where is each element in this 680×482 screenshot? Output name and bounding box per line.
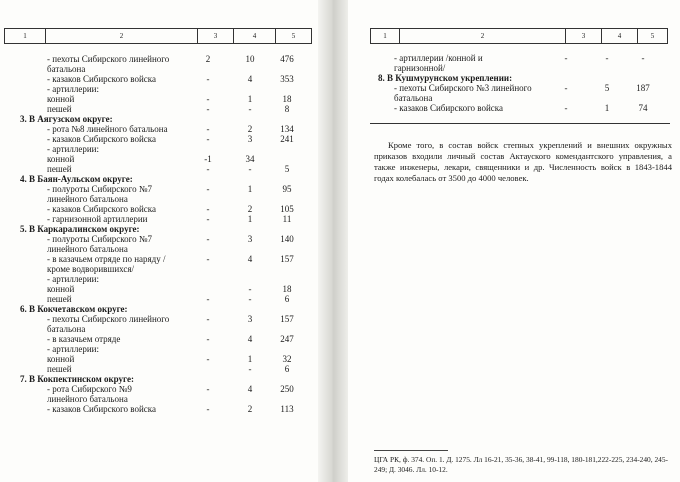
cell-col-4: - [248,284,252,294]
row-label: конной [47,94,75,104]
row-label: - рота Сибирского №9 линейного батальона [47,384,132,404]
section-heading-row [0,374,318,384]
cell-col-3: - [206,184,210,194]
footnote-text: ЦГА РК, ф. 374. Оп. 1. Д. 1275. Лл 16-21, 35-36, 38-41, 99-118, 180-181,222-225, 234-240, 245-249; Д. 3046. Лл. 10-12. [374,455,668,474]
table-row [0,134,318,144]
cell-col-4: 1 [247,94,253,104]
row-label: пешей [47,364,72,374]
cell-col-5: - [641,53,645,63]
row-label: конной [47,154,75,164]
row-label: - казаков Сибирского войска [47,404,157,414]
cell-col-4: 4 [247,254,253,264]
header-col-3: 3 [565,29,601,43]
cell-col-3: - [206,124,210,134]
cell-col-5: 18 [282,284,292,294]
table-row [0,214,318,224]
header-col-1: 1 [23,32,27,40]
cell-col-5: 32 [282,354,292,364]
table-row [350,53,680,73]
row-label: 7. В Кокпектинском округе: [20,374,134,384]
section-heading-row [0,304,318,314]
cell-col-5: 6 [284,364,290,374]
table-row [0,204,318,214]
cell-col-3: - [206,134,210,144]
cell-col-3: - [564,53,568,63]
cell-col-5: 140 [280,234,294,244]
row-label: 3. В Аягузском округе: [20,114,113,124]
cell-col-3: -1 [204,154,212,164]
table-row [0,294,318,304]
cell-col-4: 5 [604,83,610,93]
table-row [0,74,318,84]
cell-col-4: - [248,164,252,174]
row-label: 8. В Кушмурунском укреплении: [378,73,513,83]
cell-col-4: 1 [604,103,610,113]
cell-col-5: 250 [280,384,294,394]
cell-col-5: 157 [280,254,294,264]
table-row [0,54,318,74]
cell-col-3: - [206,334,210,344]
row-label: - казаков Сибирского войска [47,134,157,144]
row-label: пешей [47,164,72,174]
table-row [0,274,318,284]
header-col-5: 5 [275,29,311,43]
table-row [0,364,318,374]
cell-col-5: 187 [636,83,650,93]
row-label: пешей [47,104,72,114]
page-gutter [318,0,348,482]
cell-col-4: 2 [247,204,253,214]
left-page [0,0,318,482]
section-heading-row [0,174,318,184]
cell-col-4: 4 [247,74,253,84]
footnote-rule [374,450,448,451]
row-label: - казаков Сибирского войска [47,204,157,214]
cell-col-4: 3 [247,314,253,324]
cell-col-5: 113 [280,404,294,414]
left-table-header [4,28,312,44]
table-row [0,314,318,334]
cell-col-3: - [206,94,210,104]
cell-col-4: 1 [247,354,253,364]
cell-col-4: 4 [247,384,253,394]
row-label: - рота №8 линейного батальона [47,124,168,134]
cell-col-5: 74 [638,103,648,113]
row-label: пешей [47,294,72,304]
table-row [0,184,318,204]
table-row [0,124,318,134]
table-row [0,384,318,404]
header-col-2: 2 [45,29,197,43]
cell-col-5: 476 [280,54,294,64]
table-row [350,83,680,103]
cell-col-4: 4 [247,334,253,344]
cell-col-4: 3 [247,134,253,144]
cell-col-5: 105 [280,204,294,214]
cell-col-5: 8 [284,104,290,114]
header-col-4: 4 [601,29,637,43]
row-label: конной [47,354,75,364]
cell-col-3: - [206,314,210,324]
right-page [350,0,680,482]
row-label: - артиллерии: [47,344,99,354]
cell-col-5: 247 [280,334,294,344]
table-row [0,354,318,364]
row-label: - полуроты Сибирского №7 линейного батальона [47,234,152,254]
cell-col-5: 5 [284,164,290,174]
row-label: конной [47,284,75,294]
cell-col-5: 6 [284,294,290,304]
row-label: - пехоты Сибирского линейного батальона [47,54,170,74]
cell-col-3: - [206,214,210,224]
table-row [0,284,318,294]
row-label: - артиллерии: [47,144,99,154]
cell-col-3: - [564,83,568,93]
cell-col-4: - [248,294,252,304]
header-col-4: 4 [233,29,275,43]
header-col-1: 1 [383,32,387,40]
cell-col-3: - [206,164,210,174]
right-table-body [350,53,680,113]
cell-col-4: 10 [245,54,255,64]
cell-col-3: - [206,384,210,394]
cell-col-3: - [206,294,210,304]
cell-col-4: 3 [247,234,253,244]
cell-col-4: 1 [247,214,253,224]
table-row [0,104,318,114]
row-label: - в казачьем отряде по наряду /кроме водворившихся/ [47,254,166,274]
table-end-rule [370,123,670,124]
row-label: - артиллерии: [47,84,99,94]
section-heading-row [0,224,318,234]
cell-col-3: - [206,104,210,114]
table-row [350,103,680,113]
table-row [0,404,318,414]
cell-col-3: - [206,74,210,84]
cell-col-5: 157 [280,314,294,324]
header-col-3: 3 [197,29,233,43]
cell-col-5: 353 [280,74,294,84]
cell-col-5: 241 [280,134,294,144]
cell-col-4: - [248,104,252,114]
cell-col-3: - [564,103,568,113]
row-label: - казаков Сибирского войска [47,74,157,84]
cell-col-4: - [248,364,252,374]
cell-col-4: 2 [247,124,253,134]
cell-col-5: 18 [282,94,292,104]
table-row [0,344,318,354]
row-label: 4. В Баян-Аульском округе: [20,174,133,184]
table-row [0,234,318,254]
table-row [0,84,318,94]
table-row [0,254,318,274]
cell-col-3: - [206,204,210,214]
cell-col-3: - [206,254,210,264]
row-label: - пехоты Сибирского линейного батальона [47,314,170,334]
row-label: 5. В Каркаралинском округе: [20,224,140,234]
table-row [0,94,318,104]
section-heading-row [0,114,318,124]
row-label: - полуроты Сибирского №7 линейного батальона [47,184,152,204]
row-label: - казаков Сибирского войска [394,103,504,113]
closing-paragraph: Кроме того, в состав войск степных укреплений и внешних окружных приказов входили личный состав Актауского комендантского управления, а также инженеры, лекари, священники и др. Численность войск в 1843-1844 годах колебалась от 3500 до 4000 человек. [374,140,672,183]
header-col-5: 5 [637,29,667,43]
cell-col-3: - [206,354,210,364]
cell-col-3: - [206,404,210,414]
right-table-header [370,28,668,44]
table-row [0,154,318,164]
cell-col-4: 1 [247,184,253,194]
header-col-2: 2 [399,29,565,43]
cell-col-5: 95 [282,184,292,194]
cell-col-4: - [605,53,609,63]
row-label: - в казачьем отряде [47,334,121,344]
cell-col-4: 34 [245,154,255,164]
row-label: - гарнизонной артиллерии [47,214,148,224]
cell-col-4: 2 [247,404,253,414]
footnote [374,455,674,475]
table-row [0,334,318,344]
row-label: - пехоты Сибирского №3 линейного батальона [394,83,532,103]
cell-col-5: 11 [282,214,292,224]
cell-col-3: 2 [205,54,211,64]
row-label: - артиллерии: [47,274,99,284]
section-heading-row [350,73,680,83]
table-row [0,164,318,174]
row-label: - артиллерии /конной и гарнизонной/ [394,53,483,73]
table-row [0,144,318,154]
left-table-body [0,54,318,414]
cell-col-3: - [206,234,210,244]
row-label: 6. В Кокчетавском округе: [20,304,128,314]
cell-col-5: 134 [280,124,294,134]
